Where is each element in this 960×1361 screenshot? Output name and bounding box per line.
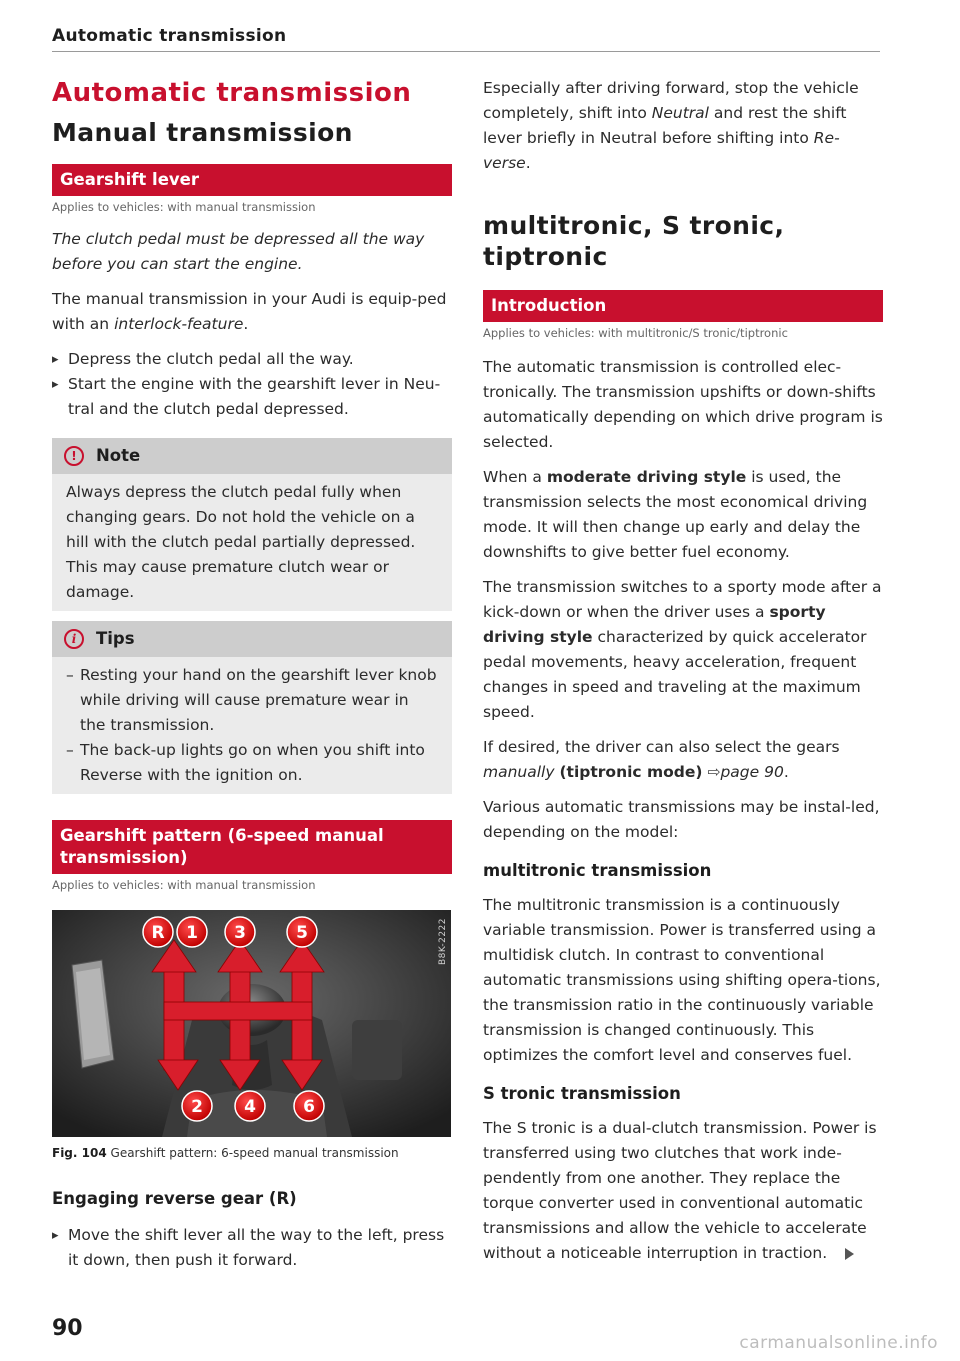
tip-item: – The back-up lights go on when you shift into Reverse with the ignition on. xyxy=(66,738,438,788)
gear-labels-top xyxy=(143,917,317,947)
interlock-paragraph xyxy=(52,287,452,337)
gear-label-4: 4 xyxy=(244,1097,256,1117)
watermark: carmanualsonline.info xyxy=(739,1333,938,1353)
figure-code: B8K-2222 xyxy=(438,918,448,966)
heading-gearshift-pattern: Gearshift pattern (6-speed manual transmission) xyxy=(52,820,452,874)
intro-paragraph-4 xyxy=(483,735,883,785)
page-reference-arrow-icon: ⇨ xyxy=(707,763,721,781)
heading-multitronic: multitronic transmission xyxy=(483,861,712,880)
heading-gearshift-lever: Gearshift lever xyxy=(52,164,452,196)
heading-stronic: S tronic transmission xyxy=(483,1084,681,1103)
section-title-manual: Manual transmission xyxy=(52,118,353,147)
info-icon: i xyxy=(64,629,84,649)
tips-box xyxy=(52,621,452,794)
clutch-bullets xyxy=(52,347,452,422)
interlock-term: interlock-feature xyxy=(114,315,244,333)
tips-header xyxy=(52,621,452,657)
note-body: Always depress the clutch pedal fully when changing gears. Do not hold the vehicle on a hill with the clutch pedal partially depressed. This may cause premature clutch wear or damage. xyxy=(66,483,416,601)
text-span: . xyxy=(525,154,531,172)
intro-paragraph-2 xyxy=(483,465,883,565)
gear-label-2: 2 xyxy=(191,1097,203,1117)
text-span: is used, the transmission selects the most economical driving mode. It will then change up early and delay the downshifts to give better fuel economy. xyxy=(483,468,868,561)
gear-label-6: 6 xyxy=(303,1097,315,1117)
gearshift-diagram xyxy=(52,910,451,1137)
neutral-term: Neutral xyxy=(651,104,709,122)
tip-item: – Resting your hand on the gearshift lever knob while driving will cause premature wear in the transmission. xyxy=(66,663,438,738)
running-header: Automatic transmission xyxy=(52,26,287,46)
page-number: 90 xyxy=(52,1316,83,1341)
intro-paragraph-1: The automatic transmission is controlled elec-tronically. The transmission upshifts or down-shifts automatically depending on which drive program is selected. xyxy=(483,358,883,451)
arrow-crossbar xyxy=(164,1002,312,1020)
figure-caption xyxy=(52,1145,452,1161)
reverse-bullet: ▸ Move the shift lever all the way to the left, press it down, then push it forward. xyxy=(52,1223,452,1273)
gear-labels-bottom xyxy=(182,1091,324,1121)
reverse-continued-paragraph xyxy=(483,76,883,176)
shift-arrows xyxy=(152,940,324,1090)
note-box xyxy=(52,438,452,611)
bullet-item: ▸ Start the engine with the gearshift lever in Neu-tral and the clutch pedal depressed. xyxy=(52,372,452,422)
right-column xyxy=(483,76,883,1266)
section-title-automatic: multitronic, S tronic, tiptronic xyxy=(483,211,785,271)
bold-term: moderate driving style xyxy=(546,468,747,486)
interlock-text: The manual transmission in your Audi is equip-ped with an xyxy=(52,290,447,333)
chapter-title: Automatic transmission xyxy=(52,78,412,108)
warning-icon: ! xyxy=(64,446,84,466)
gearshift-pattern-figure xyxy=(52,910,451,1137)
text-span: Especially after driving forward, stop the vehicle completely, shift into xyxy=(483,79,859,122)
heading-reverse-gear: Engaging reverse gear (R) xyxy=(52,1189,297,1208)
left-column xyxy=(52,78,452,1273)
applies-to-gearshift-lever: Applies to vehicles: with manual transmission xyxy=(52,200,316,214)
applies-to-introduction: Applies to vehicles: with multitronic/S tronic/tiptronic xyxy=(483,326,788,340)
intro-paragraph-3 xyxy=(483,575,883,725)
clutch-intro: The clutch pedal must be depressed all the way before you can start the engine. xyxy=(52,230,425,273)
text-span: The transmission switches to a sporty mode after a kick-down or when the driver uses a xyxy=(483,578,882,621)
continue-arrow-icon xyxy=(845,1248,854,1260)
italic-term: manually xyxy=(483,763,555,781)
header-rule xyxy=(52,51,880,52)
text-span: If desired, the driver can also select the gears xyxy=(483,738,840,756)
gear-label-1: 1 xyxy=(186,923,198,943)
text-span: The S tronic is a dual-clutch transmission. Power is transferred using two clutches that work inde-pendently from one another. They replace the torque converter used in conventional automatic transmissions and allow the vehicle to accelerate without a noticeable interruption in traction. xyxy=(483,1119,877,1262)
multitronic-paragraph: The multitronic transmission is a continuously variable transmission. Power is transferred using a multidisk clutch. In contrast to conventional automatic transmissions using shifting opera-tions, the transmission ratio in the continuously variable transmission is changed continuously. This optimizes the comfort level and conserves fuel. xyxy=(483,896,881,1064)
interlock-end: . xyxy=(243,315,249,333)
text-span: characterized by quick accelerator pedal movements, heavy acceleration, frequent changes in speed and traveling at the maximum speed. xyxy=(483,628,867,721)
console-panel xyxy=(352,1020,402,1080)
bold-term: (tiptronic mode) xyxy=(559,763,703,781)
tips-body xyxy=(52,657,452,794)
gear-label-5: 5 xyxy=(296,923,308,943)
gear-label-3: 3 xyxy=(234,923,246,943)
text-span: and rest the shift lever briefly in Neutral before shifting into xyxy=(483,104,847,147)
figure-label: Fig. 104 xyxy=(52,1146,107,1160)
bullet-item: ▸ Depress the clutch pedal all the way. xyxy=(52,347,452,372)
text-span: When a xyxy=(483,468,547,486)
note-title: Note xyxy=(96,446,141,465)
page-reference-link[interactable]: page 90 xyxy=(720,763,784,781)
heading-introduction: Introduction xyxy=(483,290,883,322)
applies-to-gearshift-pattern: Applies to vehicles: with manual transmission xyxy=(52,878,316,892)
note-header xyxy=(52,438,452,474)
gear-label-r: R xyxy=(151,923,165,943)
tips-title: Tips xyxy=(96,629,135,648)
reverse-term: Re-verse xyxy=(483,129,840,172)
figure-caption-text: Gearshift pattern: 6-speed manual transmission xyxy=(110,1146,399,1160)
text-span: . xyxy=(783,763,789,781)
bold-term: sporty driving style xyxy=(483,603,826,646)
intro-paragraph-5: Various automatic transmissions may be instal-led, depending on the model: xyxy=(483,798,880,841)
stronic-paragraph xyxy=(483,1116,883,1266)
